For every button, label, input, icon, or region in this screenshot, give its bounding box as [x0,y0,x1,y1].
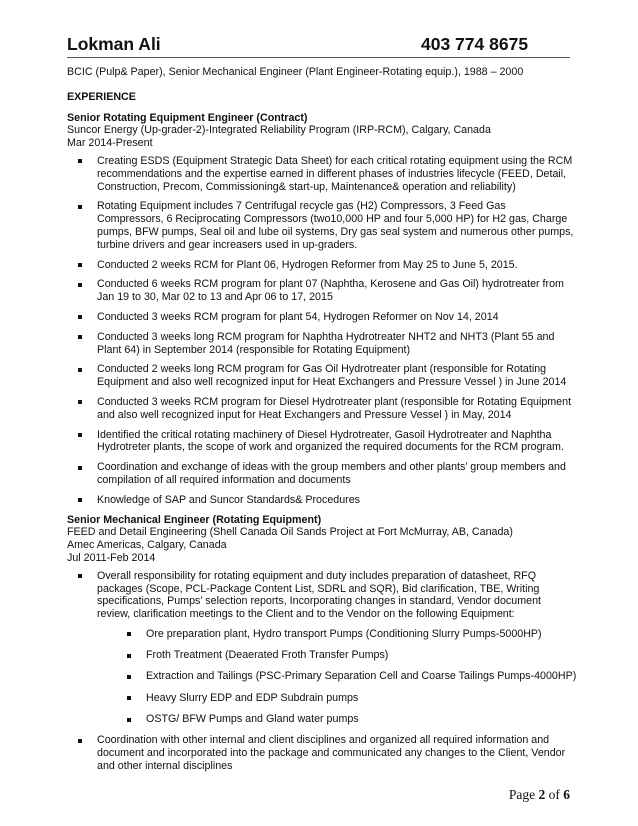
bullet-text-line: compilation of all required information and documents [97,473,351,486]
list-item [67,494,573,507]
list-item [67,734,573,772]
bullet-text-line: Jan 19 to 30, Mar 02 to 13 and Apr 06 to 17, 2015 [97,291,333,304]
bullet-text-line: Identified the critical rotating machinery of Diesel Hydrotreater, Gasoil Hydrotreater and Naphtha [97,428,552,441]
job2-company: Amec Americas, Calgary, Canada [67,539,227,552]
page-total: 6 [563,787,570,802]
list-item [67,278,573,304]
list-item [97,628,573,641]
resume-body [67,66,577,780]
job1-title: Senior Rotating Equipment Engineer (Contract) [67,111,308,124]
bullet-square-icon [78,315,82,319]
bullet-text-line: Coordination with other internal and client disciplines and organized all required information and [97,734,550,747]
bullet-square-icon [78,283,82,287]
job2-dates: Jul 2011-Feb 2014 [67,551,156,564]
of-word: of [548,787,560,802]
bullet-text-line: Plant 64) in September 2014 (responsible for Rotating Equipment) [97,343,411,356]
bullet-square-icon [127,632,131,636]
bullet-text-line: pumps, BFW pumps, Seal oil and lube oil systems, Dry gas seal system and numerous other pumps, [97,225,574,238]
list-item [67,429,573,455]
bullet-square-icon [78,498,82,502]
bullet-text-line: document and incorporated into the package and communicated any changes to the Client, Vendor [97,747,566,760]
candidate-name: Lokman Ali [67,34,161,54]
bullet-text-line: Extraction and Tailings (PSC-Primary Separation Cell and Coarse Tailings Pumps-4000HP) [146,670,577,683]
bullet-text-line: Conducted 2 weeks long RCM program for Gas Oil Hydrotreater plant (responsible for Rotating [97,363,547,376]
page-number: 2 [538,787,546,802]
bullet-square-icon [78,205,82,209]
bullet-text-line: Ore preparation plant, Hydro transport Pumps (Conditioning Slurry Pumps-5000HP) [146,627,542,640]
list-item [67,155,573,193]
bullet-square-icon [78,574,82,578]
list-item [67,311,573,324]
bullet-text-line: turbine drivers and gear increasers used in up-graders. [97,238,358,251]
bullet-square-icon [127,654,131,658]
bullet-square-icon [78,400,82,404]
bullet-text-line: packages (Scope, PCL-Package Content List, SDRL and SQR), Bid clarification, TBE, Writing [97,582,540,595]
bullet-text-line: and other internal disciplines [97,759,233,772]
bullet-text-line: Knowledge of SAP and Suncor Standards& Procedures [97,493,361,506]
bullet-text-line: Creating ESDS (Equipment Strategic Data Sheet) for each critical rotating equipment using the RCM [97,154,573,167]
job2-bullet-list [67,569,577,773]
job2-project: FEED and Detail Engineering (Shell Canada Oil Sands Project at Fort McMurray, AB, Canada) [67,526,513,539]
bullet-square-icon [78,466,82,470]
job1-dates: Mar 2014-Present [67,137,153,150]
bullet-square-icon [78,335,82,339]
list-item [97,692,573,705]
intro-line: BCIC (Pulp& Paper), Senior Mechanical Engineer (Plant Engineer-Rotating equip.), 1988 – 2000 [67,66,524,78]
bullet-text-line: Hydrotreter plants, the scope of work and organized the required documents for the RCM program. [97,441,564,454]
list-item [97,713,573,726]
bullet-text-line: Construction, Precom, Commissioning& start-up, Maintenance& operation and reliability) [97,180,516,193]
page-footer [509,787,570,803]
bullet-text-line: review, clarification meetings to the Client and to the Vendor on the following Equipment: [97,608,515,621]
section-title: EXPERIENCE [67,90,136,103]
list-item [67,461,573,487]
bullet-text-line: Conducted 6 weeks RCM program for plant 07 (Naphtha, Kerosene and Gas Oil) hydrotreater from [97,278,564,291]
job1-company: Suncor Energy (Up-grader-2)-Integrated Reliability Program (IRP-RCM), Calgary, Canada [67,124,491,137]
bullet-text-line: Heavy Slurry EDP and EDP Subdrain pumps [146,691,359,704]
list-item [67,569,577,726]
bullet-text-line: and also well recognized input for Heat Exchangers and Pressure Vessel ) in May, 2014 [97,408,512,421]
bullet-square-icon [127,675,131,679]
list-item [97,649,573,662]
job2-title: Senior Mechanical Engineer (Rotating Equipment) [67,513,322,526]
page-word: Page [508,787,536,802]
bullet-square-icon [78,159,82,163]
job2-sub-bullet-list [97,627,577,726]
bullet-square-icon [78,368,82,372]
job1-bullet-list [67,155,573,507]
list-item [67,200,573,251]
bullet-text-line: Rotating Equipment includes 7 Centrifugal recycle gas (H2) Compressors, 3 Feed Gas [97,200,506,213]
resume-header [67,31,570,58]
bullet-text-line: Compressors, 6 Reciprocating Compressors (two10,000 HP and four 5,000 HP) for H2 gas, Charge [97,213,568,226]
bullet-square-icon [78,433,82,437]
bullet-text-line: Overall responsibility for rotating equipment and duty includes preparation of datasheet, RFQ [97,569,537,582]
bullet-text-line: specifications, Pumps’ selection reports, Incorporating changes in standard, Vendor document [97,595,541,608]
list-item [67,363,573,389]
list-item [67,331,573,357]
bullet-text-line: recommendations and the expertise earned in different phases of industries lifecycle (FEED, Detail, [97,167,567,180]
bullet-square-icon [78,263,82,267]
bullet-square-icon [127,696,131,700]
bullet-text-line: Coordination and exchange of ideas with the group members and other plants’ group members and [97,461,566,474]
bullet-square-icon [78,739,82,743]
bullet-text-line: Froth Treatment (Deaerated Froth Transfer Pumps) [146,649,389,662]
list-item [97,670,577,683]
candidate-phone: 403 774 8675 [421,34,529,54]
bullet-text-line: Equipment and also well recognized input for Heat Exchangers and Pressure Vessel ) in June 2014 [97,376,567,389]
bullet-text-line: Conducted 2 weeks RCM for Plant 06, Hydrogen Reformer from May 25 to June 5, 2015. [97,258,518,271]
bullet-text-line: Conducted 3 weeks RCM program for plant 54, Hydrogen Reformer on Nov 14, 2014 [97,310,499,323]
list-item [67,396,573,422]
list-item [67,259,573,272]
bullet-text-line: Conducted 3 weeks RCM program for Diesel Hydrotreater plant (responsible for Rotating Equipment [97,395,572,408]
bullet-square-icon [127,718,131,722]
bullet-text-line: Conducted 3 weeks long RCM program for Naphtha Hydrotreater NHT2 and NHT3 (Plant 55 and [97,330,555,343]
bullet-text-line: OSTG/ BFW Pumps and Gland water pumps [146,713,359,726]
